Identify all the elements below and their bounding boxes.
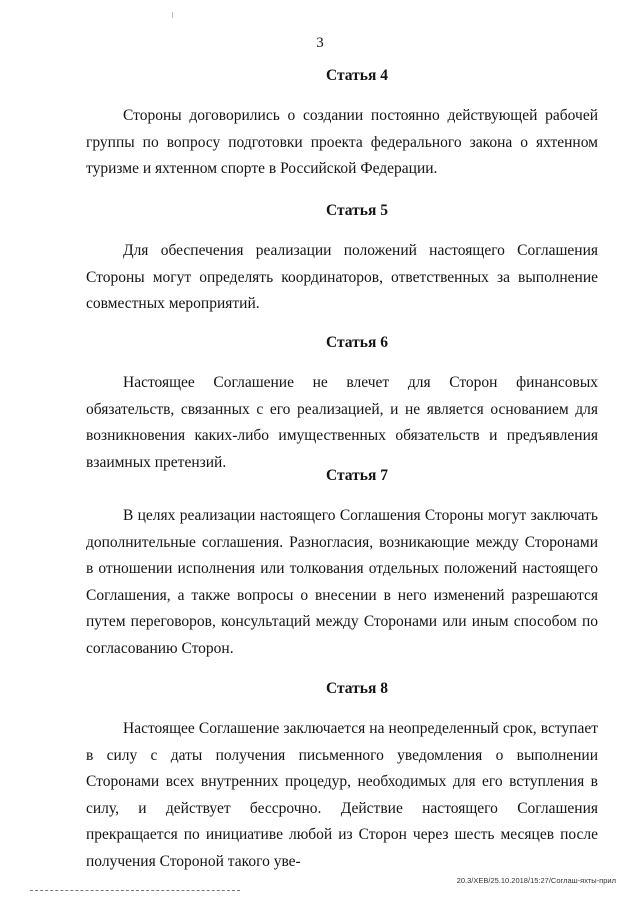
- article-title: Статья 5: [326, 202, 388, 219]
- article-title: Статья 6: [326, 334, 388, 351]
- article-8: [86, 680, 598, 875]
- document-code: 20.3/XEB/25.10.2018/15:27/Соглаш-яхты-прил: [456, 876, 616, 885]
- page-number: 3: [316, 35, 324, 51]
- article-text: Для обеспечения реализации положений настоящего Соглашения Стороны могут определять координаторов, ответственных за выполнение совместных мероприятий.: [86, 242, 598, 312]
- bottom-divider: [30, 890, 240, 891]
- article-6: [86, 334, 598, 476]
- article-7: [86, 467, 598, 662]
- article-4: [86, 67, 598, 183]
- article-text: В целях реализации настоящего Соглашения Стороны могут заключать дополнительные соглашения. Разногласия, возникающие между Сторонами в отношении исполнения или толкования отдельных положений настоящего Соглашения, а также вопросы о внесении в него изменений разрешаются путем переговоров, консультаций между Сторонами или иным способом по согласованию Сторон.: [86, 507, 598, 657]
- article-title: Статья 7: [326, 467, 388, 484]
- article-title: Статья 4: [326, 67, 388, 84]
- article-text: Настоящее Соглашение заключается на неопределенный срок, вступает в силу с даты получения письменного уведомления о выполнении Сторонами всех внутренних процедур, необходимых для его вступления в силу, и действует бессрочно. Действие настоящего Соглашения прекращается по инициативе любой из Сторон через шесть месяцев после получения Стороной такого уве-: [86, 720, 598, 870]
- scan-mark: [172, 12, 173, 18]
- article-5: [86, 202, 598, 318]
- article-text: Стороны договорились о создании постоянно действующей рабочей группы по вопросу подготовки проекта федерального закона о яхтенном туризме и яхтенном спорте в Российской Федерации.: [86, 107, 598, 177]
- article-title: Статья 8: [326, 680, 388, 697]
- article-text: Настоящее Соглашение не влечет для Сторон финансовых обязательств, связанных с его реализацией, и не является основанием для возникновения каких-либо имущественных обязательств и предъявления взаимных претензий.: [86, 374, 598, 471]
